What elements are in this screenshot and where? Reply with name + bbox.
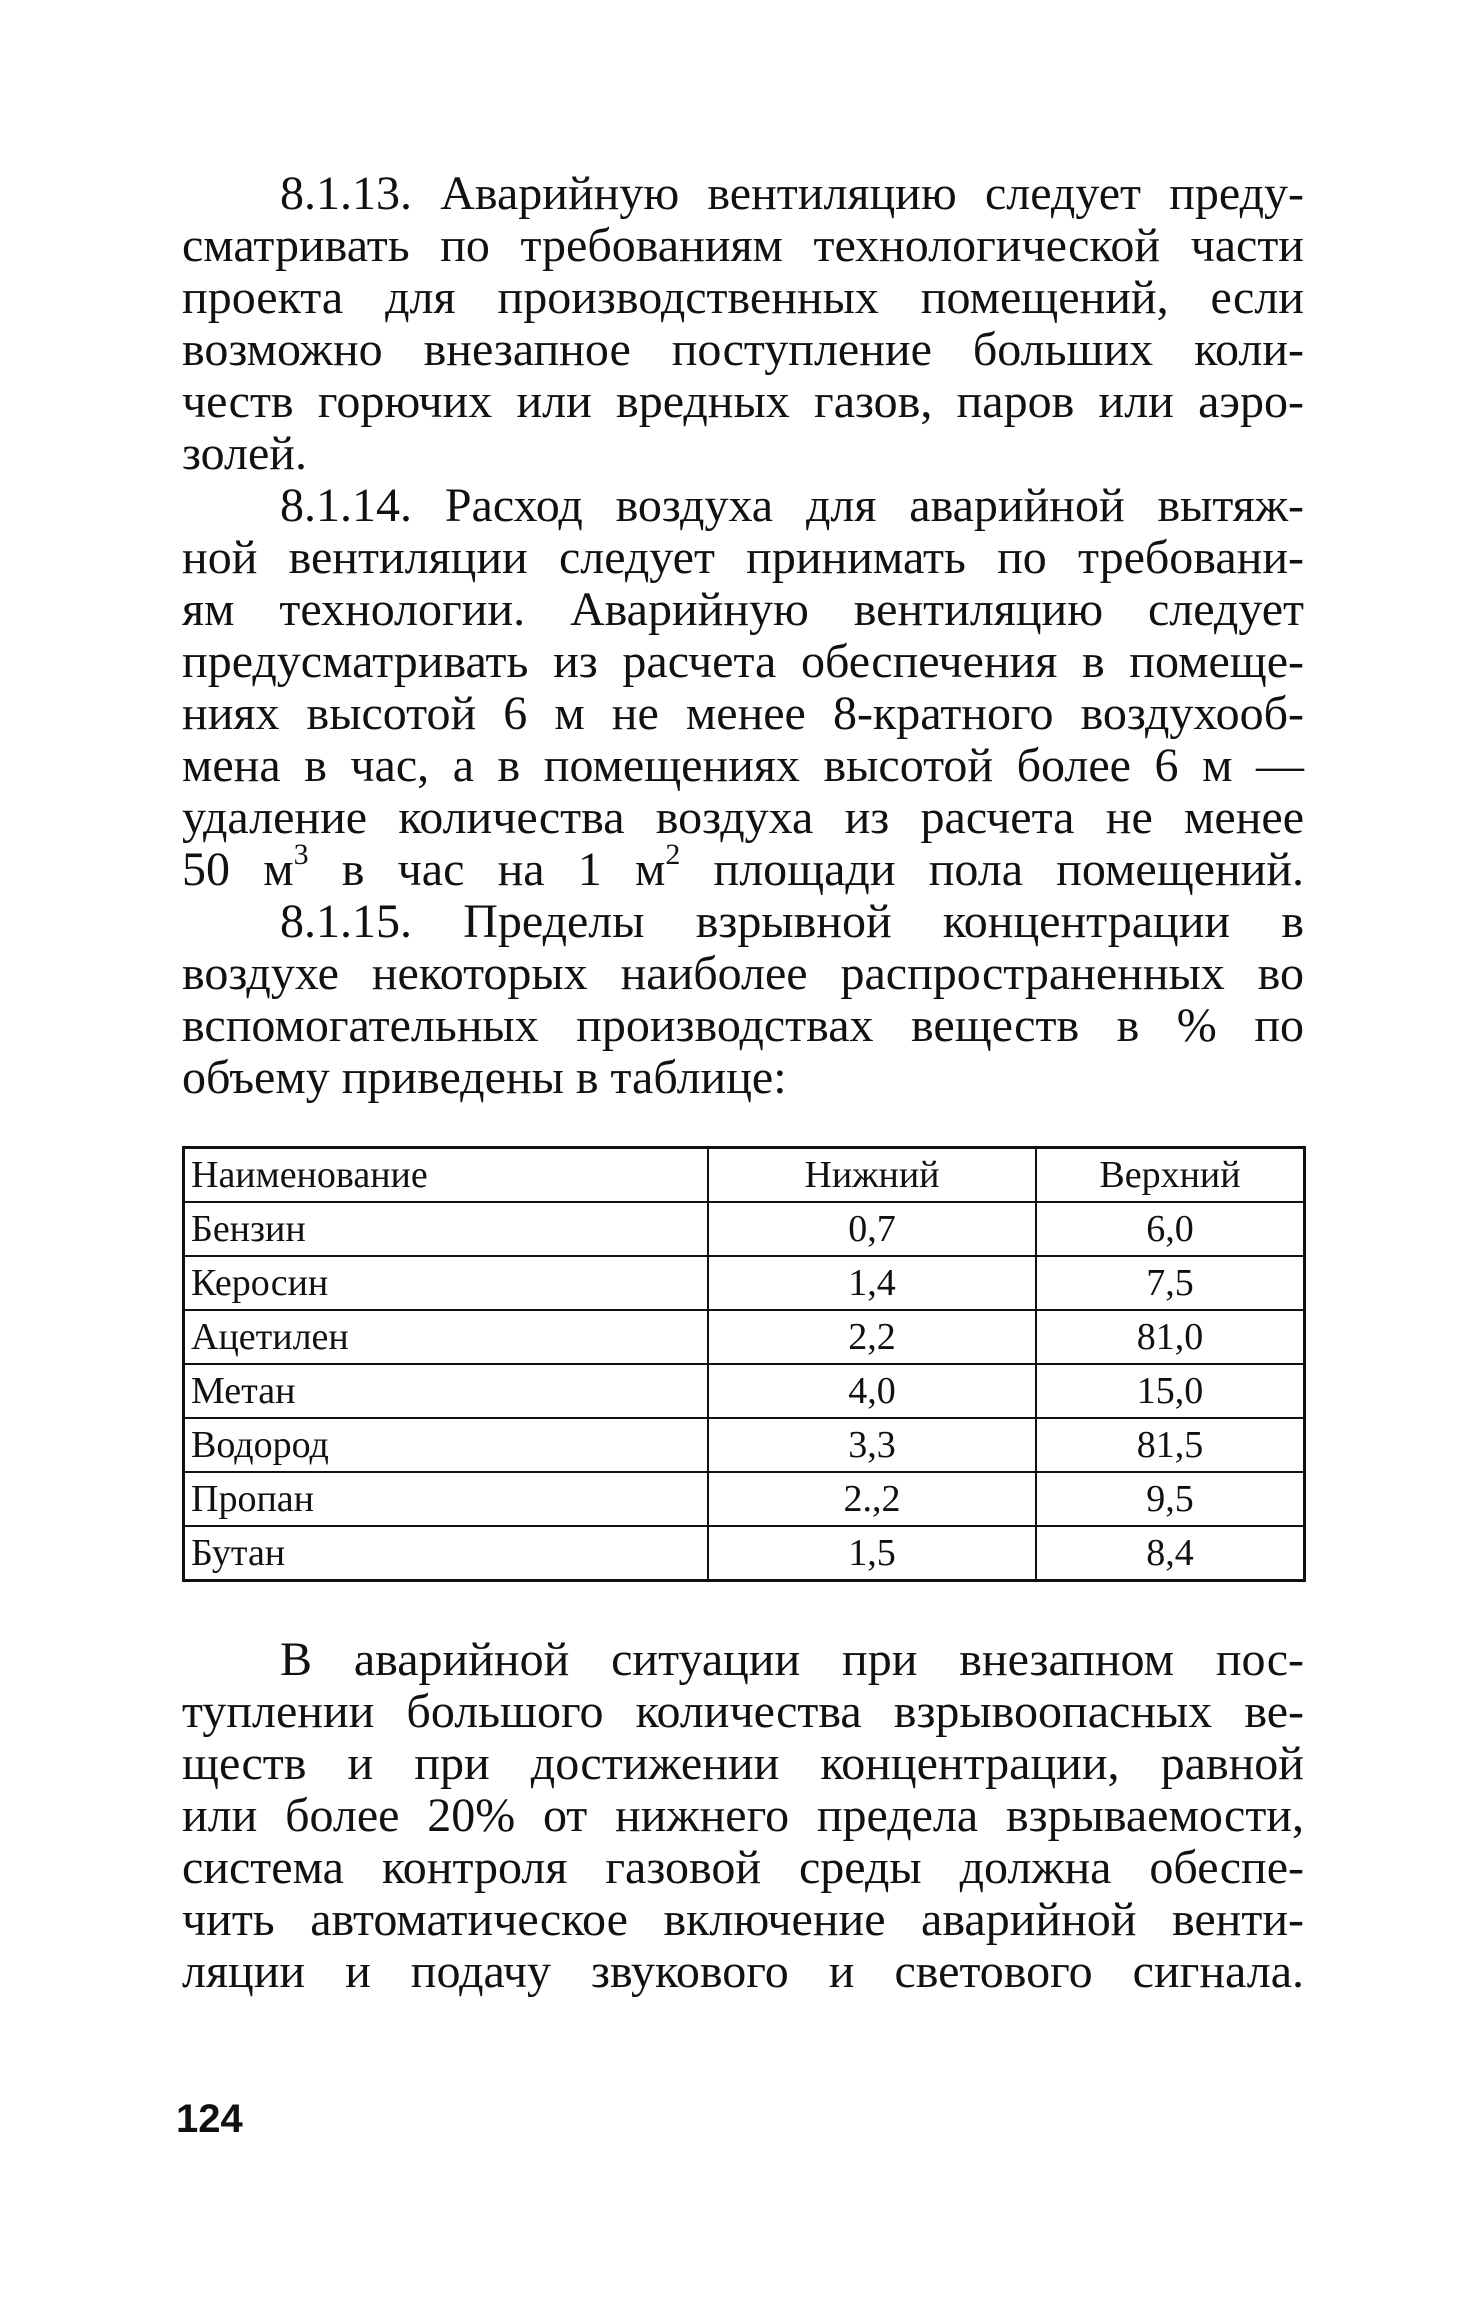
cell-upper: 8,4: [1036, 1526, 1305, 1581]
cell-upper: 15,0: [1036, 1364, 1305, 1418]
cell-lower: 4,0: [708, 1364, 1036, 1418]
text-line: ществ и при достижении концентрации, равной: [182, 1737, 1304, 1790]
page-body: [182, 168, 1304, 1104]
cell-lower: 2.,2: [708, 1472, 1036, 1526]
header-lower: Нижний: [708, 1148, 1036, 1203]
cell-lower: 3,3: [708, 1418, 1036, 1472]
cell-upper: 81,5: [1036, 1418, 1305, 1472]
page-number: 124: [176, 2097, 243, 2141]
cell-name: Пропан: [184, 1472, 709, 1526]
cell-name: Водород: [184, 1418, 709, 1472]
cell-upper: 6,0: [1036, 1202, 1305, 1256]
table-header-row: [184, 1148, 1305, 1203]
cell-lower: 0,7: [708, 1202, 1036, 1256]
cell-upper: 81,0: [1036, 1310, 1305, 1364]
text-line: вспомогательных производствах веществ в % по: [182, 999, 1304, 1052]
cell-upper: 9,5: [1036, 1472, 1305, 1526]
text-line: ляции и подачу звукового и светового сигнала.: [182, 1945, 1304, 1998]
paragraph-8-1-13: [182, 168, 1304, 480]
explosion-limits-table-container: [182, 1146, 1306, 1582]
cell-lower: 2,2: [708, 1310, 1036, 1364]
table-row: [184, 1256, 1305, 1310]
emergency-paragraph-container: [182, 1634, 1304, 1998]
text-line: возможно внезапное поступление больших коли-: [182, 323, 1304, 376]
text-line: 8.1.15. Пределы взрывной концентрации в: [280, 895, 1304, 948]
text-line: или более 20% от нижнего предела взрываемости,: [182, 1789, 1304, 1842]
text-line: проекта для производственных помещений, если: [182, 271, 1304, 324]
cell-name: Ацетилен: [184, 1310, 709, 1364]
text-fragment: в час на 1 м: [308, 843, 666, 896]
table-row: [184, 1310, 1305, 1364]
explosion-limits-table: [182, 1146, 1306, 1582]
text-line: чить автоматическое включение аварийной венти-: [182, 1893, 1304, 1946]
cell-lower: 1,4: [708, 1256, 1036, 1310]
text-line: сматривать по требованиям технологической части: [182, 219, 1304, 272]
cell-name: Бензин: [184, 1202, 709, 1256]
text-line: туплении большого количества взрывоопасных ве-: [182, 1685, 1304, 1738]
table-row: [184, 1202, 1305, 1256]
text-line: мена в час, а в помещениях высотой более 6 м —: [182, 739, 1304, 792]
text-line: ной вентиляции следует принимать по требовани-: [182, 531, 1304, 584]
text-line: честв горючих или вредных газов, паров или аэро-: [182, 375, 1304, 428]
cell-name: Метан: [184, 1364, 709, 1418]
emergency-paragraph: [182, 1634, 1304, 1998]
superscript: 3: [293, 838, 309, 871]
text-line: система контроля газовой среды должна обеспе-: [182, 1841, 1304, 1894]
paragraph-8-1-15: [182, 896, 1304, 1104]
text-line-with-superscripts: [182, 838, 1305, 896]
text-line: объему приведены в таблице:: [182, 1051, 787, 1104]
text-line: удаление количества воздуха из расчета не менее: [182, 791, 1304, 844]
paragraph-8-1-14: [182, 480, 1304, 896]
text-line: воздухе некоторых наиболее распространенных во: [182, 947, 1304, 1000]
cell-lower: 1,5: [708, 1526, 1036, 1581]
table-row: [184, 1418, 1305, 1472]
table-row: [184, 1472, 1305, 1526]
header-name: Наименование: [184, 1148, 709, 1203]
cell-name: Керосин: [184, 1256, 709, 1310]
text-fragment: 50 м: [182, 843, 294, 896]
table-row: [184, 1364, 1305, 1418]
text-fragment: площади пола помещений.: [680, 843, 1305, 896]
cell-name: Бутан: [184, 1526, 709, 1581]
text-line: ям технологии. Аварийную вентиляцию следует: [182, 583, 1304, 636]
cell-upper: 7,5: [1036, 1256, 1305, 1310]
text-line: 8.1.14. Расход воздуха для аварийной вытяж-: [280, 479, 1304, 532]
table-row: [184, 1526, 1305, 1581]
superscript: 2: [665, 838, 681, 871]
text-line: 8.1.13. Аварийную вентиляцию следует преду-: [280, 167, 1304, 220]
text-line: В аварийной ситуации при внезапном пос-: [280, 1633, 1304, 1686]
text-line: предусматривать из расчета обеспечения в помеще-: [182, 635, 1304, 688]
text-line: золей.: [182, 427, 307, 480]
text-line: ниях высотой 6 м не менее 8-кратного воздухооб-: [182, 687, 1304, 740]
header-upper: Верхний: [1036, 1148, 1305, 1203]
